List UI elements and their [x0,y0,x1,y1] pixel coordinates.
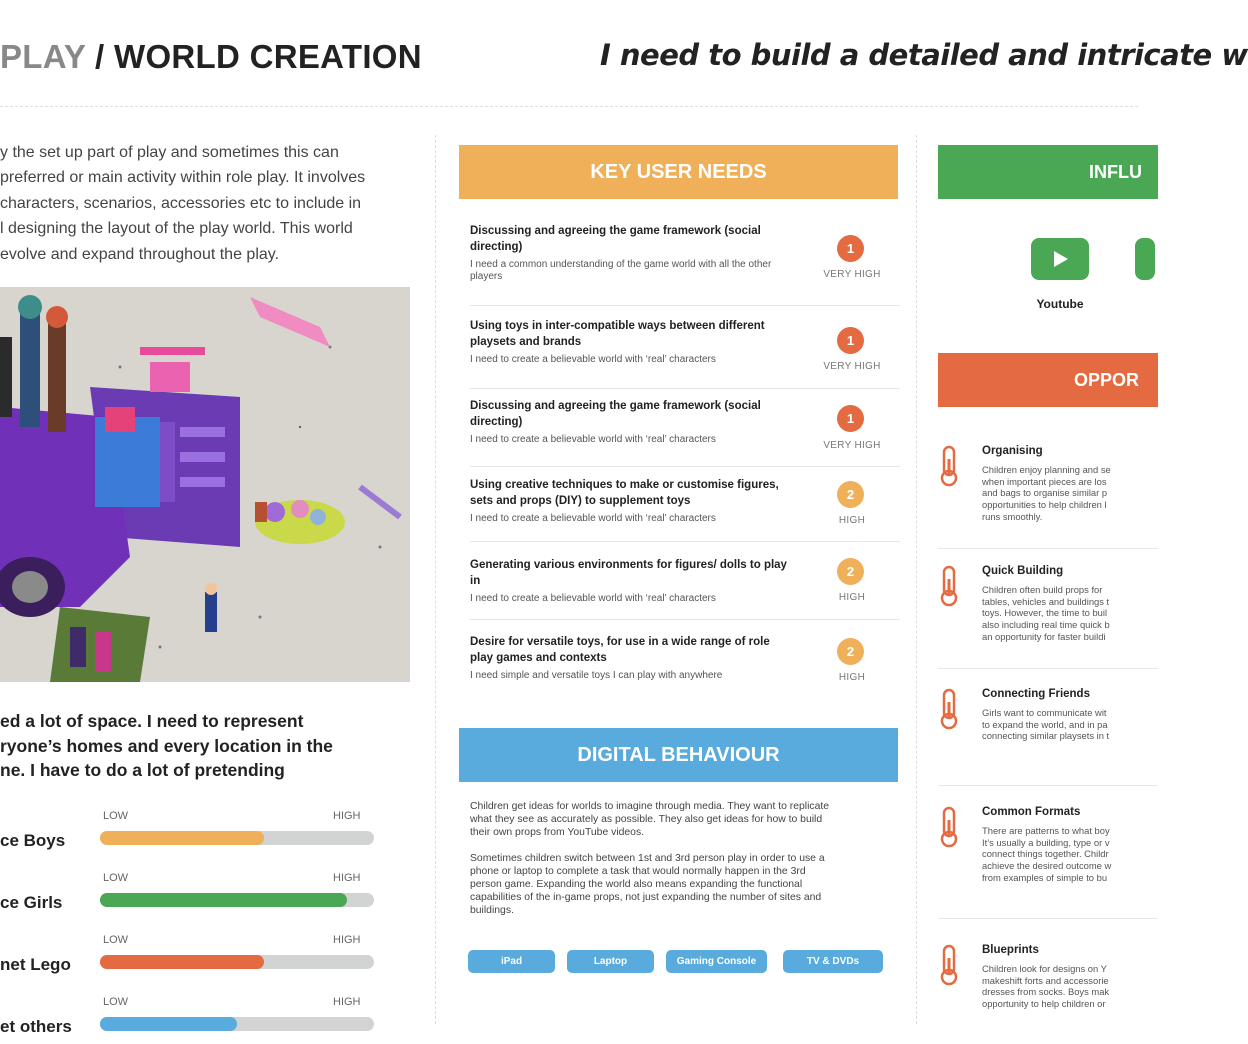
opportunity-title: Blueprints [982,944,1039,956]
opportunities-heading: OPPOR [938,353,1158,407]
opportunity-title: Common Formats [982,806,1081,818]
intro-line: characters, scenarios, accessories etc to include in [0,194,362,212]
opportunity-title: Organising [982,445,1043,457]
opportunity-line: connecting similar playsets in t [982,730,1110,742]
rating-label: ce Boys [0,831,66,850]
opportunity-line: achieve the desired outcome w [982,860,1112,872]
priority-level: HIGH [838,592,866,603]
high-label: HIGH [333,934,361,946]
opportunity-divider [938,918,1158,919]
intro-line: preferred or main activity within role play. It involves [0,169,366,187]
opportunity-line: and bags to organise similar p [982,487,1108,499]
digital-line: phone or laptop to complete a task that would normally happen in the 3rd [470,866,806,877]
opportunity-desc [982,464,1182,523]
rating-row [0,932,410,982]
intro-line: l designing the layout of the play world. This world [0,220,353,238]
opportunity-divider [938,548,1158,549]
need-desc: I need to create a believable world with ‘real’ characters [470,513,716,524]
opportunity-line: connect things together. Childr [982,848,1109,860]
low-label: LOW [103,996,129,1008]
media-icon [1135,238,1155,280]
toys-photo [0,287,410,682]
page-title-prefix: PLAY [0,38,86,75]
digital-line: what they see as accurately as possible. They also get ideas for how to build [470,814,823,825]
intro-text [0,140,410,267]
device-chip-laptop: Laptop [567,950,654,973]
opportunity-line: dresses from socks. Boys mak [982,986,1110,998]
opportunity-line: toys. However, the time to buil [982,607,1108,619]
opportunity-line: from examples of simple to bu [982,871,1108,883]
need-divider [470,619,900,620]
rating-row [0,994,410,1044]
priority-badge: 1 [837,327,864,354]
column-divider-2 [916,135,917,1024]
opportunity-divider [938,668,1158,669]
opportunity-line: tables, vehicles and buildings t [982,595,1110,607]
column-divider-1 [435,135,436,1024]
need-title: Using toys in inter-compatible ways between different playsets and brands [470,320,765,348]
priority-badge: 1 [837,235,864,262]
opportunity-line: opportunity to help children or [982,998,1106,1010]
pull-quote [0,709,410,783]
high-label: HIGH [333,810,361,822]
need-desc: I need a common understanding of the game world with all the other players [470,259,772,282]
page-title [0,38,422,76]
key-user-needs-heading: KEY USER NEEDS [459,145,898,199]
rating-row [0,870,410,920]
device-chip-gaming-console: Gaming Console [666,950,767,973]
pull-quote-line: ryone’s homes and every location in the [0,735,333,756]
need-item [470,223,900,283]
opportunity-line: There are patterns to what boy [982,825,1110,836]
opportunity-line: Children enjoy planning and se [982,464,1111,475]
need-title: Discussing and agreeing the game framework (social directing) [470,225,761,253]
need-divider [470,388,900,389]
priority-level: VERY HIGH [823,361,881,372]
need-desc: I need simple and versatile toys I can play with anywhere [470,670,723,681]
device-chip-ipad: iPad [468,950,555,973]
opportunity-title: Connecting Friends [982,688,1090,700]
thermometer-icon [938,445,960,487]
need-item [470,477,900,525]
page-title-main: / WORLD CREATION [85,38,422,75]
rating-bar-track [100,831,374,845]
need-item [470,557,900,605]
opportunity-line: makeshift forts and accessorie [982,974,1109,986]
header-divider [0,106,1138,107]
opportunity-line: Girls want to communicate wit [982,707,1107,718]
rating-label: net Lego [0,955,71,974]
opportunity-line: also including real time quick b [982,619,1110,631]
header-quote: I need to build a detailed and intricate w [600,38,1248,72]
need-title: Discussing and agreeing the game framework (social directing) [470,400,761,428]
need-desc: I need to create a believable world with ‘real’ characters [470,593,716,604]
need-divider [470,466,900,467]
low-label: LOW [103,872,129,884]
need-item [470,398,900,451]
need-divider [470,305,900,306]
priority-badge: 2 [837,481,864,508]
high-label: HIGH [333,872,361,884]
youtube-icon [1031,238,1089,280]
thermometer-icon [938,688,960,730]
priority-badge: 1 [837,405,864,432]
need-item [470,318,900,372]
rating-bar-track [100,1017,374,1031]
opportunity-desc [982,707,1182,742]
priority-level: VERY HIGH [823,269,881,280]
priority-level: HIGH [838,515,866,526]
need-item [470,634,900,682]
rating-row [0,808,410,858]
low-label: LOW [103,934,129,946]
opportunity-line: runs smoothly. [982,510,1043,522]
priority-badge: 2 [837,558,864,585]
need-title: Generating various environments for figures/ dolls to play in [470,559,787,587]
digital-line: capabilities of the in-game props, not just expanding the number of sites and [470,892,822,903]
opportunity-line: Children often build props for [982,584,1103,595]
digital-behaviour-text [470,800,880,917]
low-label: LOW [103,810,129,822]
opportunity-desc [982,963,1182,1010]
rating-bar-track [100,893,374,907]
rating-label: et others [0,1017,72,1036]
opportunity-line: an opportunity for faster buildi [982,630,1106,642]
rating-bar-fill [100,1017,237,1031]
rating-bar-fill [100,831,264,845]
rating-bar-track [100,955,374,969]
opportunity-divider [938,785,1158,786]
opportunity-line: Children look for designs on Y [982,963,1107,974]
priority-level: HIGH [838,672,866,683]
thermometer-icon [938,806,960,848]
youtube-label: Youtube [1036,297,1084,311]
digital-line: buildings. [470,905,514,916]
rating-bar-fill [100,893,347,907]
pull-quote-line: ne. I have to do a lot of pretending [0,760,285,780]
need-divider [470,541,900,542]
high-label: HIGH [333,996,361,1008]
digital-line: Children get ideas for worlds to imagine through media. They want to replicate [470,801,830,812]
need-desc: I need to create a believable world with ‘real’ characters [470,354,716,365]
opportunity-desc [982,825,1182,884]
need-title: Using creative techniques to make or customise figures, sets and props (DIY) to supplement toys [470,479,779,507]
opportunity-line: opportunities to help children l [982,499,1107,511]
digital-behaviour-heading: DIGITAL BEHAVIOUR [459,728,898,782]
digital-line: person game. Expanding the world also means expanding the functional [470,879,803,890]
opportunity-title: Quick Building [982,565,1064,577]
priority-level: VERY HIGH [823,440,881,451]
digital-line: their own props from YouTube videos. [470,827,645,838]
rating-bar-fill [100,955,264,969]
opportunity-line: It’s usually a building, type or v [982,836,1110,848]
influences-heading: INFLU [938,145,1158,199]
pull-quote-line: ed a lot of space. I need to represent [0,711,304,731]
opportunity-desc [982,584,1182,643]
opportunity-line: to expand the world, and in pa [982,718,1108,730]
thermometer-icon [938,944,960,986]
intro-line: evolve and expand throughout the play. [0,245,280,263]
intro-line: y the set up part of play and sometimes this can [0,144,339,161]
opportunity-line: when important pieces are los [982,475,1107,487]
device-chip-tv-dvds: TV & DVDs [783,950,883,973]
digital-line: Sometimes children switch between 1st and 3rd person play in order to use a [470,853,825,864]
thermometer-icon [938,565,960,607]
need-title: Desire for versatile toys, for use in a wide range of role play games and contexts [470,636,770,664]
need-desc: I need to create a believable world with ‘real’ characters [470,434,716,445]
priority-badge: 2 [837,638,864,665]
rating-label: ce Girls [0,893,63,912]
